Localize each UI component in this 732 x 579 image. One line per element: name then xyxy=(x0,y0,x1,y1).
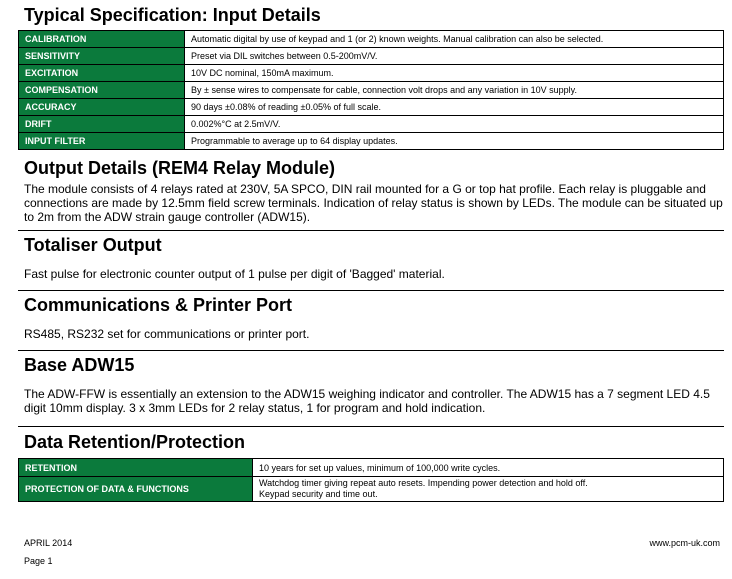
section-divider xyxy=(18,426,724,427)
comms-section-title: Communications & Printer Port xyxy=(24,295,293,315)
table-row xyxy=(19,133,724,150)
comms-section-text: RS485, RS232 set for communications or printer port. xyxy=(24,327,310,341)
table-row xyxy=(19,116,724,133)
row-label: EXCITATION xyxy=(19,65,185,82)
footer-date: APRIL 2014 xyxy=(24,538,73,548)
row-label: DRIFT xyxy=(19,116,185,133)
row-value xyxy=(253,477,724,502)
row-label: PROTECTION OF DATA & FUNCTIONS xyxy=(19,477,253,502)
table-row xyxy=(19,82,724,99)
row-value: 90 days ±0.08% of reading ±0.05% of full scale. xyxy=(185,99,724,116)
output-section-text: The module consists of 4 relays rated at 230V, 5A SPCO, DIN rail mounted for a G or top hat profile. Each relay is pluggable and connections are made by 12.5mm field screw terminals. Indication of relay status is shown by LEDs. The module can be situated up to 2m from the ADW strain gauge controller (ADW15). xyxy=(24,182,723,224)
output-section-title: Output Details (REM4 Relay Module) xyxy=(24,158,336,178)
section-divider xyxy=(18,290,724,291)
row-value: Preset via DIL switches between 0.5-200mV/V. xyxy=(185,48,724,65)
totaliser-section-text: Fast pulse for electronic counter output of 1 pulse per digit of 'Bagged' material. xyxy=(24,267,445,281)
input-spec-table xyxy=(18,30,724,150)
row-value-line: Watchdog timer giving repeat auto resets. Impending power detection and hold off. xyxy=(259,478,588,488)
row-label: SENSITIVITY xyxy=(19,48,185,65)
totaliser-section-title: Totaliser Output xyxy=(24,235,162,255)
row-label: CALIBRATION xyxy=(19,31,185,48)
section-divider xyxy=(18,350,724,351)
row-value: Programmable to average up to 64 display updates. xyxy=(185,133,724,150)
input-section-title: Typical Specification: Input Details xyxy=(24,5,321,25)
row-value: Automatic digital by use of keypad and 1 (or 2) known weights. Manual calibration can also be selected. xyxy=(185,31,724,48)
row-value: 10 years for set up values, minimum of 100,000 write cycles. xyxy=(253,459,724,477)
row-label: RETENTION xyxy=(19,459,253,477)
table-row xyxy=(19,459,724,477)
table-row xyxy=(19,48,724,65)
row-value: 10V DC nominal, 150mA maximum. xyxy=(185,65,724,82)
footer-website: www.pcm-uk.com xyxy=(649,538,720,548)
row-value-line: Keypad security and time out. xyxy=(259,489,378,499)
row-label: COMPENSATION xyxy=(19,82,185,99)
row-value: By ± sense wires to compensate for cable, connection volt drops and any variation in 10V supply. xyxy=(185,82,724,99)
table-row xyxy=(19,31,724,48)
row-value: 0.002%°C at 2.5mV/V. xyxy=(185,116,724,133)
table-row xyxy=(19,99,724,116)
retention-spec-table xyxy=(18,458,724,502)
table-row xyxy=(19,477,724,502)
section-divider xyxy=(18,230,724,231)
row-label: INPUT FILTER xyxy=(19,133,185,150)
base-section-title: Base ADW15 xyxy=(24,355,135,375)
footer-page: Page 1 xyxy=(24,556,53,566)
table-row xyxy=(19,65,724,82)
row-label: ACCURACY xyxy=(19,99,185,116)
retention-section-title: Data Retention/Protection xyxy=(24,432,246,452)
base-section-text: The ADW-FFW is essentially an extension to the ADW15 weighing indicator and controller. The ADW15 has a 7 segment LED 4.5 digit 10mm display. 3 x 3mm LEDs for 2 relay status, 1 for program and hold indication. xyxy=(24,387,710,415)
